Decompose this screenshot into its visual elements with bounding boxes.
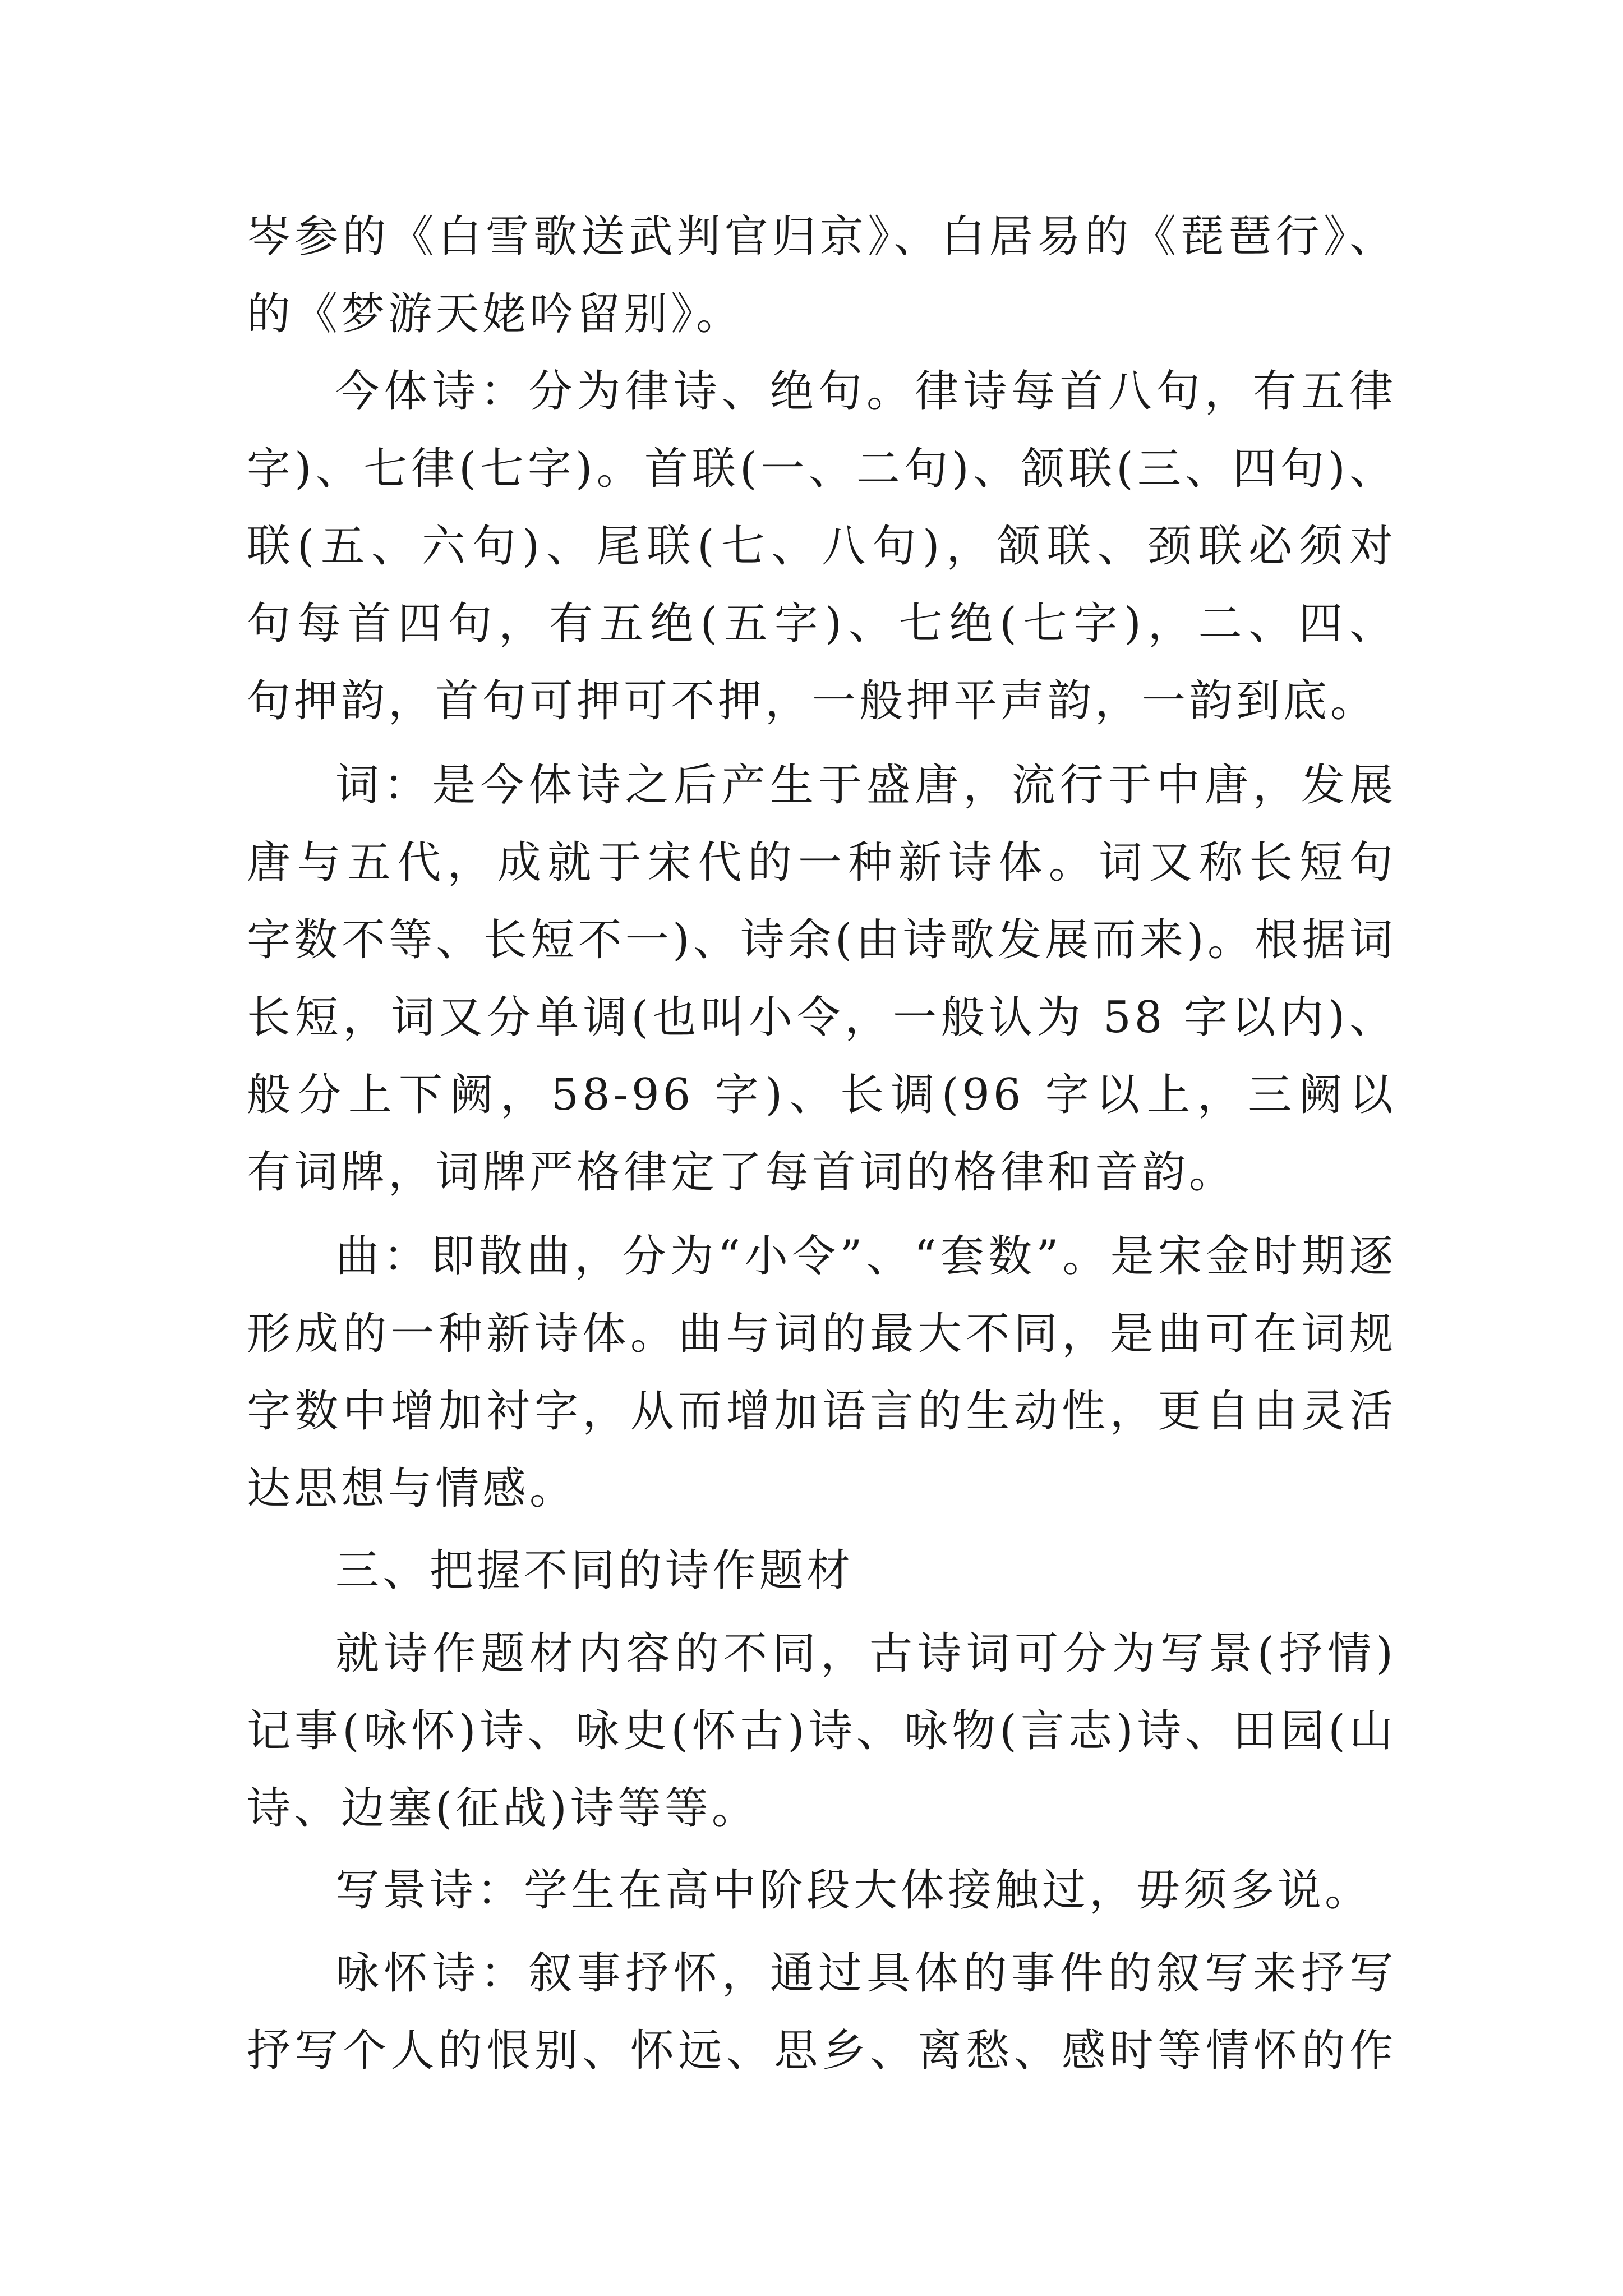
text-line: 字)、七律(七字)。首联(一、二句)、颔联(三、四句)、 — [247, 444, 1396, 494]
text-line: 有词牌，词牌严格律定了每首词的格律和音韵。 — [247, 1147, 1237, 1198]
text-line: 般分上下阙，58-96 字)、长调(96 字以上，三阙以 — [247, 1070, 1396, 1120]
text-line: 联(五、六句)、尾联(七、八句)，颔联、颈联必须对 — [247, 521, 1396, 572]
text-line: 句每首四句，有五绝(五字)、七绝(七字)，二、四、 — [247, 599, 1396, 649]
text-line: 记事(咏怀)诗、咏史(怀古)诗、咏物(言志)诗、田园(山 — [247, 1706, 1396, 1756]
text-line: 岑参的《白雪歌送武判官归京》、白居易的《琵琶行》、 — [247, 211, 1396, 262]
text-line: 抒写个人的恨别、怀远、思乡、离愁、感时等情怀的作 — [247, 2026, 1396, 2076]
text-line: 字数中增加衬字，从而增加语言的生动性，更自由灵活 — [247, 1386, 1396, 1437]
text-line: 写景诗：学生在高中阶段大体接触过，毋须多说。 — [335, 1865, 1372, 1916]
text-line: 今体诗：分为律诗、绝句。律诗每首八句，有五律 — [335, 366, 1396, 417]
text-line: 形成的一种新诗体。曲与词的最大不同，是曲可在词规 — [247, 1309, 1396, 1359]
section-heading: 三、把握不同的诗作题材 — [335, 1545, 854, 1596]
text-line: 诗、边塞(征战)诗等等。 — [247, 1783, 759, 1834]
text-line: 的《梦游天姥吟留别》。 — [247, 289, 744, 339]
text-line: 咏怀诗：叙事抒怀，通过具体的事件的叙写来抒写 — [335, 1948, 1396, 1999]
text-line: 字数不等、长短不一)、诗余(由诗歌发展而来)。根据词 — [247, 915, 1396, 965]
text-line: 曲：即散曲，分为“小令”、“套数”。是宋金时期逐 — [335, 1231, 1396, 1282]
text-line: 词：是今体诗之后产生于盛唐，流行于中唐，发展 — [335, 760, 1396, 811]
text-line: 达思想与情感。 — [247, 1464, 577, 1514]
text-line: 长短，词又分单调(也叫小令，一般认为 58 字以内)、 — [247, 992, 1396, 1043]
text-line: 唐与五代，成就于宋代的一种新诗体。词又称长短句 — [247, 838, 1396, 888]
text-line: 就诗作题材内容的不同，古诗词可分为写景(抒情) — [335, 1628, 1396, 1679]
text-line: 句押韵，首句可押可不押，一般押平声韵，一韵到底。 — [247, 676, 1378, 726]
